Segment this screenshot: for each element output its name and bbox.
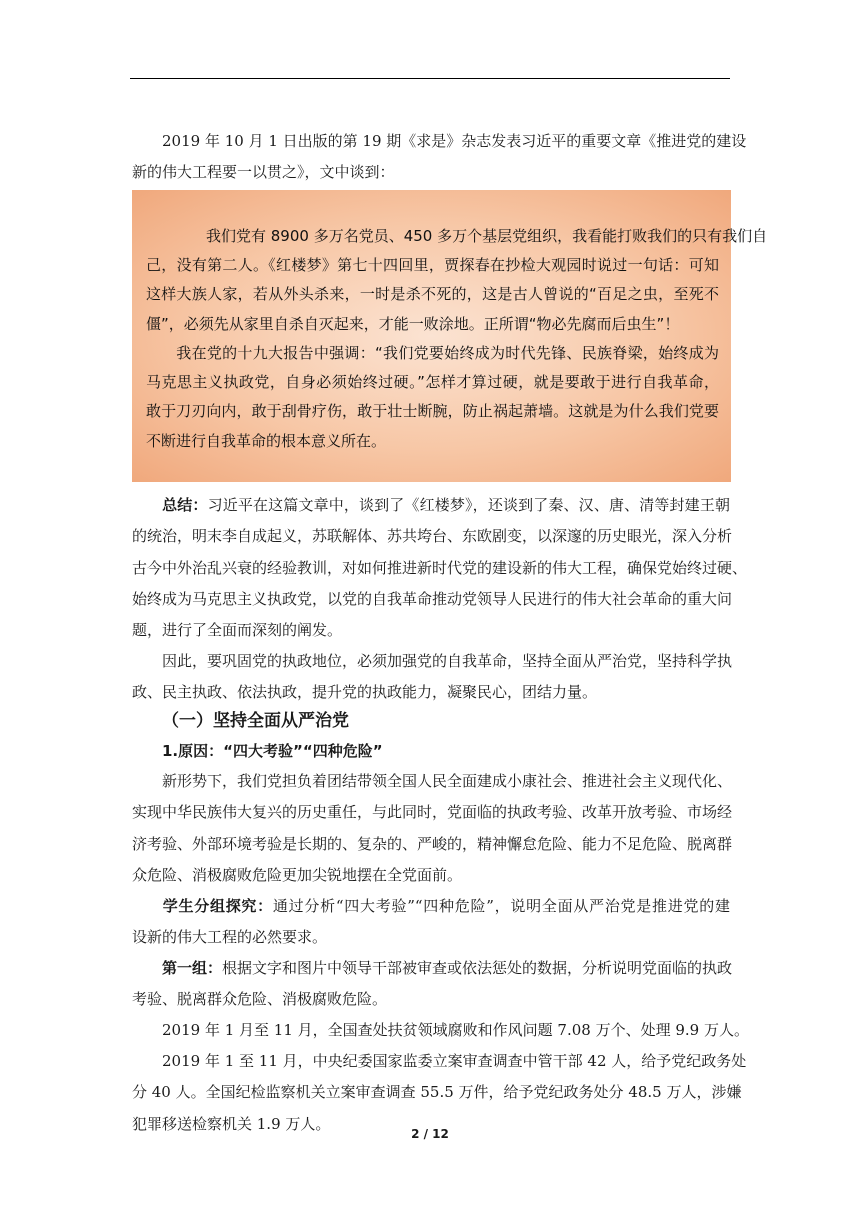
quote-line: 僵”，必须先从家里自杀自灭起来，才能一败涂地。正所谓“物必先腐而后虫生”！	[146, 314, 680, 333]
summary-paragraph	[132, 490, 748, 646]
quote-line: 己，没有第二人。《红楼梦》第七十四回里，贾探春在抄检大观园时说过一句话：可知	[146, 256, 719, 275]
quote-line: 我们党有 8900 多万名党员、450 多万个基层党组织，我看能打败我们的只有我们自	[206, 227, 768, 245]
therefore-paragraph	[132, 646, 733, 709]
quote-line: 这样大族人家，若从外头杀来，一时是杀不死的，这是古人曾说的“百足之虫，至死不	[146, 285, 719, 304]
stat1-paragraph	[132, 1015, 749, 1046]
summary-line: 题，进行了全面而深刻的阐发。	[132, 621, 343, 640]
intro-paragraph	[132, 126, 747, 189]
sub-heading: 1.原因：“四大考验”“四种危险”	[162, 742, 383, 760]
group1-paragraph	[132, 953, 733, 1016]
group-explore-label: 学生分组探究：	[162, 897, 273, 915]
quote-line: 马克思主义执政党，自身必须始终过硬。”怎样才算过硬，就是要敢于进行自我革命，	[146, 373, 719, 392]
quote-line: 敢于刀刃向内，敢于刮骨疗伤，敢于壮士断腕，防止祸起萧墙。这就是为什么我们党要	[146, 402, 719, 421]
group1-line: 考验、脱离群众危险、消极腐败危险。	[132, 990, 388, 1009]
group1-line: 根据文字和图片中领导干部被审查或依法惩处的数据，分析说明党面临的执政	[222, 959, 733, 977]
header-rule	[130, 78, 730, 79]
quote-line: 不断进行自我革命的根本意义所在。	[146, 431, 387, 450]
section-heading: （一）坚持全面从严治党	[162, 711, 349, 731]
quote-paragraph-1	[146, 222, 768, 339]
stat2-paragraph	[132, 1046, 747, 1140]
summary-line: 习近平在这篇文章中，谈到了《红楼梦》，还谈到了秦、汉、唐、清等封建王朝	[207, 496, 730, 514]
quote-line: 我在党的十九大报告中强调：“我们党要始终成为时代先锋、民族脊梁，始终成为	[176, 344, 719, 362]
quote-paragraph-2	[146, 339, 719, 456]
situation-line: 新形势下，我们党担负着团结带领全国人民全面建成小康社会、推进社会主义现代化、	[162, 772, 733, 790]
summary-line: 的统治，明末李自成起义，苏联解体、苏共垮台、东欧剧变，以深邃的历史眼光，深入分析	[132, 527, 733, 546]
stat1-line: 2019 年 1 月至 11 月，全国查处扶贫领域腐败和作风问题 7.08 万个、处理 9.9 万人。	[162, 1021, 749, 1039]
situation-line: 济考验、外部环境考验是长期的、复杂的、严峻的，精神懈怠危险、能力不足危险、脱离群	[132, 834, 733, 853]
page-number: 2 / 12	[411, 1127, 449, 1141]
group-explore-paragraph	[132, 891, 730, 954]
group1-label: 第一组：	[162, 959, 223, 977]
situation-line: 众危险、消极腐败危险更加尖锐地摆在全党面前。	[132, 865, 463, 884]
group-explore-line: 设新的伟大工程的必然要求。	[132, 928, 328, 947]
therefore-line: 政、民主执政、依法执政，提升党的执政能力，凝聚民心，团结力量。	[132, 683, 598, 702]
summary-label: 总结：	[162, 496, 208, 514]
group-explore-line: 通过分析“四大考验”“四种危险”，说明全面从严治党是推进党的建	[272, 897, 730, 915]
situation-paragraph	[132, 766, 733, 891]
quote-box	[132, 190, 768, 482]
summary-line: 古今中外治乱兴衰的经验教训，对如何推进新时代党的建设新的伟大工程，确保党始终过硬、	[132, 558, 748, 577]
intro-line: 新的伟大工程要一以贯之》，文中谈到：	[132, 163, 395, 182]
stat2-line: 分 40 人。全国纪检监察机关立案审查调查 55.5 万件，给予党纪政务处分 48.5 万人，涉嫌	[132, 1083, 742, 1102]
stat2-line: 犯罪移送检察机关 1.9 万人。	[132, 1114, 331, 1133]
intro-line: 2019 年 10 月 1 日出版的第 19 期《求是》杂志发表习近平的重要文章《推进党的建设	[162, 132, 747, 150]
therefore-line: 因此，要巩固党的执政地位，必须加强党的自我革命，坚持全面从严治党，坚持科学执	[162, 652, 733, 670]
summary-line: 始终成为马克思主义执政党，以党的自我革命推动党领导人民进行的伟大社会革命的重大问	[132, 589, 733, 608]
stat2-line: 2019 年 1 至 11 月，中央纪委国家监委立案审查调查中管干部 42 人，给予党纪政务处	[162, 1052, 747, 1070]
situation-line: 实现中华民族伟大复兴的历史重任，与此同时，党面临的执政考验、改革开放考验、市场经	[132, 803, 733, 822]
